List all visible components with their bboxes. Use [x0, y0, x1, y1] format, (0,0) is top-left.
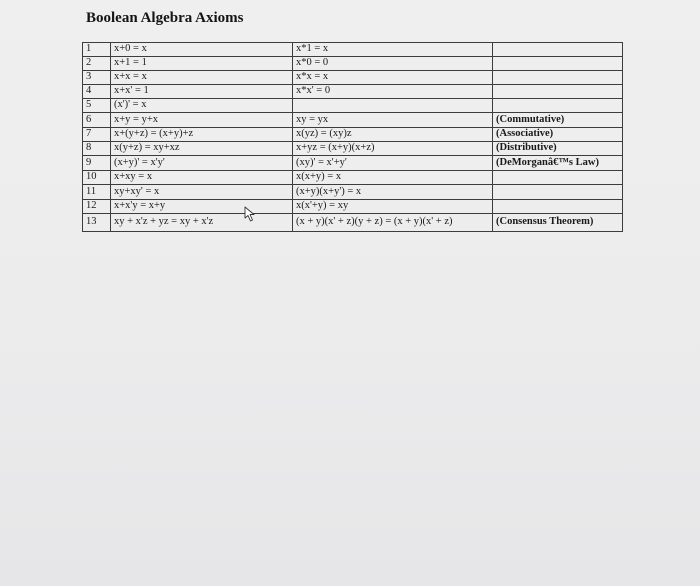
row-number: 2 — [83, 57, 111, 71]
and-form-cell: (x + y)(x' + z)(y + z) = (x + y)(x' + z) — [293, 214, 493, 232]
and-form-cell: x*x = x — [293, 71, 493, 85]
table-row — [83, 214, 623, 232]
or-form-cell: x+(y+z) = (x+y)+z — [111, 128, 293, 142]
table-row — [83, 171, 623, 185]
law-name-cell — [493, 171, 623, 185]
and-form-cell: xy = yx — [293, 113, 493, 128]
row-number: 1 — [83, 43, 111, 57]
law-name-cell — [493, 85, 623, 99]
table-row — [83, 156, 623, 171]
or-form-cell: x(y+z) = xy+xz — [111, 142, 293, 156]
or-form-cell: (x+y)' = x'y' — [111, 156, 293, 171]
or-form-cell: xy+xy' = x — [111, 185, 293, 200]
row-number: 8 — [83, 142, 111, 156]
or-form-cell: x+1 = 1 — [111, 57, 293, 71]
row-number: 6 — [83, 113, 111, 128]
and-form-cell: (xy)' = x'+y' — [293, 156, 493, 171]
law-name-cell: (Associative) — [493, 128, 623, 142]
page-title: Boolean Algebra Axioms — [86, 10, 244, 26]
row-number: 11 — [83, 185, 111, 200]
law-name-cell — [493, 200, 623, 214]
row-number: 12 — [83, 200, 111, 214]
table-row — [83, 57, 623, 71]
and-form-cell: x(x+y) = x — [293, 171, 493, 185]
axioms-table — [82, 42, 623, 232]
row-number: 13 — [83, 214, 111, 232]
and-form-cell: x(yz) = (xy)z — [293, 128, 493, 142]
row-number: 9 — [83, 156, 111, 171]
and-form-cell: x(x'+y) = xy — [293, 200, 493, 214]
or-form-cell: x+y = y+x — [111, 113, 293, 128]
law-name-cell: (Commutative) — [493, 113, 623, 128]
or-form-cell: x+xy = x — [111, 171, 293, 185]
row-number: 3 — [83, 71, 111, 85]
or-form-cell: x+0 = x — [111, 43, 293, 57]
table-row — [83, 200, 623, 214]
table-row — [83, 128, 623, 142]
table-row — [83, 85, 623, 99]
or-form-cell: xy + x'z + yz = xy + x'z — [111, 214, 293, 232]
row-number: 10 — [83, 171, 111, 185]
row-number: 7 — [83, 128, 111, 142]
table-row — [83, 113, 623, 128]
table-row — [83, 43, 623, 57]
and-form-cell: x*0 = 0 — [293, 57, 493, 71]
law-name-cell: (Consensus Theorem) — [493, 214, 623, 232]
and-form-cell — [293, 99, 493, 113]
or-form-cell: x+x' = 1 — [111, 85, 293, 99]
table-row — [83, 185, 623, 200]
row-number: 4 — [83, 85, 111, 99]
table-row — [83, 71, 623, 85]
axioms-table-body — [83, 43, 623, 232]
or-form-cell: x+x = x — [111, 71, 293, 85]
and-form-cell: x+yz = (x+y)(x+z) — [293, 142, 493, 156]
law-name-cell — [493, 57, 623, 71]
law-name-cell — [493, 185, 623, 200]
or-form-cell: (x')' = x — [111, 99, 293, 113]
mouse-pointer-icon — [244, 206, 258, 222]
law-name-cell — [493, 99, 623, 113]
or-form-cell: x+x'y = x+y — [111, 200, 293, 214]
law-name-cell — [493, 71, 623, 85]
row-number: 5 — [83, 99, 111, 113]
and-form-cell: (x+y)(x+y') = x — [293, 185, 493, 200]
and-form-cell: x*x' = 0 — [293, 85, 493, 99]
law-name-cell: (Distributive) — [493, 142, 623, 156]
and-form-cell: x*1 = x — [293, 43, 493, 57]
table-row — [83, 142, 623, 156]
table-row — [83, 99, 623, 113]
law-name-cell — [493, 43, 623, 57]
law-name-cell: (DeMorganâ€™s Law) — [493, 156, 623, 171]
